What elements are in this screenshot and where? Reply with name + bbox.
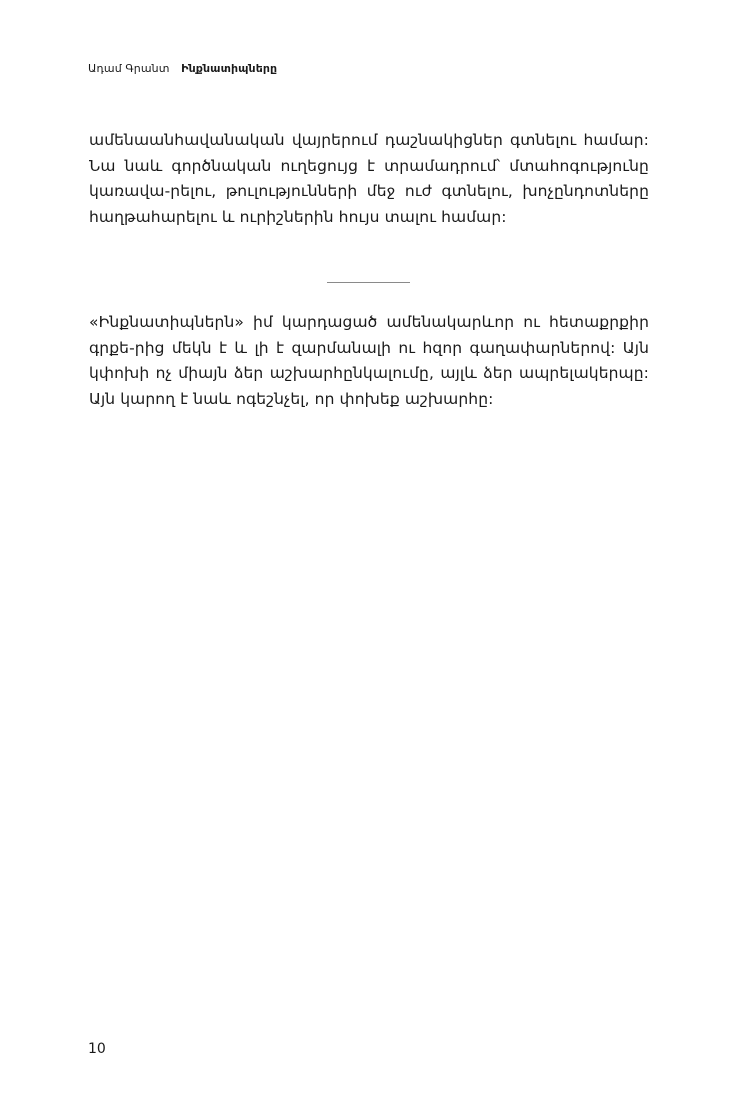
header-book-title: Ինքնատիպները (181, 62, 278, 75)
page-number: 10 (88, 1041, 106, 1057)
running-header (88, 62, 277, 75)
header-author: Ադամ Գրանտ (88, 62, 170, 75)
paragraph-quote: «Ինքնատիպներն» իմ կարդացած ամենակարևոր ու հետաքրքիր գրքե-րից մեկն է և լի է զարմանալի ու հզոր գաղափարներով: Այն կփոխի ոչ միայն ձեր աշխարհընկալումը, այլև ձեր ապրելակերպը: Այն կարող է նաև ոգեշնչել, որ փոխեք աշխարհը: (89, 313, 649, 408)
paragraph-continuation: ամենաանհավանական վայրերում դաշնակիցներ գտնելու համար: Նա նաև գործնական ուղեցույց է տրամադրում՝ մտահոգությունը կառավա-րելու, թուլությունների մեջ ուժ գտնելու, խոչընդոտները հաղթահարելու և ուրիշներին հույս տալու համար: (89, 131, 649, 226)
section-divider (327, 282, 410, 283)
